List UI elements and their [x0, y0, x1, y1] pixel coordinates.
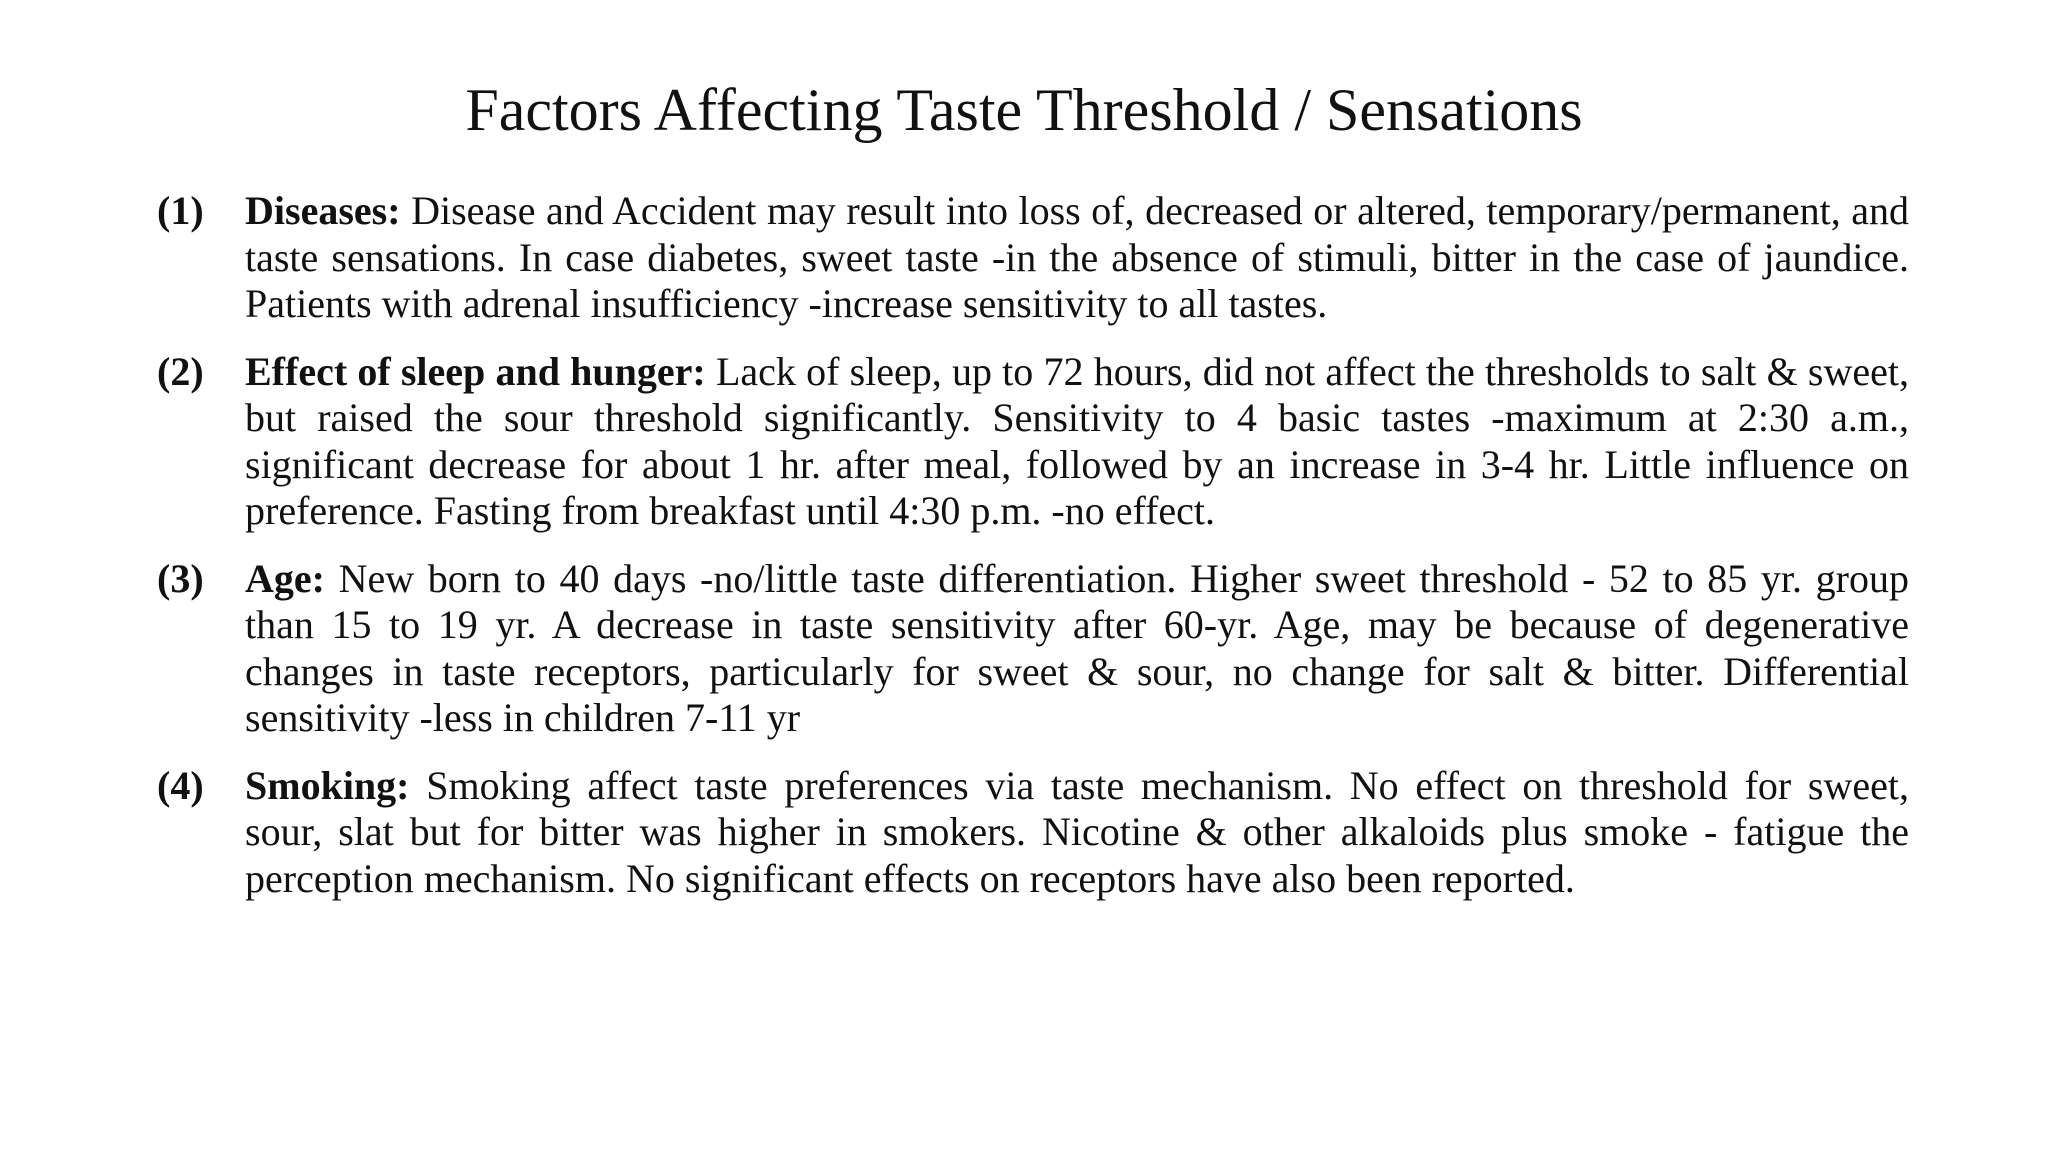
factor-body [245, 556, 1909, 742]
factor-text: Lack of sleep, up to 72 hours, did not affect the thresholds to salt & sweet, but raised the sour threshold significantly. Sensitivity to 4 basic tastes -maximum at 2:30 a.m., significant decrease for about 1 hr. after meal, followed by an increase in 3-4 hr. Little influence on preference. Fasting from breakfast until 4:30 p.m. -no effect. [245, 348, 1909, 533]
factor-heading: Smoking: [245, 762, 410, 808]
factor-number: (1) [157, 188, 204, 233]
factor-item-diseases [157, 188, 1909, 328]
factor-list [157, 188, 1909, 923]
slide-title: Factors Affecting Taste Threshold / Sensations [465, 77, 1583, 143]
factor-body [245, 763, 1909, 903]
factor-heading: Diseases: [245, 188, 401, 233]
factor-heading: Effect of sleep and hunger: [245, 348, 706, 394]
factor-heading: Age: [245, 555, 325, 601]
factor-body [245, 188, 1909, 328]
factor-text: Disease and Accident may result into loss of, decreased or altered, temporary/permanent, and taste sensations. In case diabetes, sweet taste -in the absence of stimuli, bitter in the case of jaundice. Patients with adrenal insufficiency -increase sensitivity to all tastes. [245, 188, 1910, 326]
factor-number: (2) [157, 348, 204, 394]
factor-text: New born to 40 days -no/little taste differentiation. Higher sweet threshold - 52 to 85 yr. group than 15 to 19 yr. A decrease in taste sensitivity after 60-yr. Age, may be because of degenerative changes in taste receptors, particularly for sweet & sour, no change for salt & bitter. Differential sensitivity -less in children 7-11 yr [245, 555, 1909, 740]
factor-item-smoking [157, 763, 1909, 903]
factor-body [245, 349, 1909, 535]
factor-number: (3) [157, 555, 204, 601]
factor-text: Smoking affect taste preferences via taste mechanism. No effect on threshold for sweet, sour, slat but for bitter was higher in smokers. Nicotine & other alkaloids plus smoke - fatigue the perception mechanism. No significant effects on receptors have also been reported. [245, 762, 1910, 901]
factor-number: (4) [157, 762, 204, 808]
factor-item-sleep-hunger [157, 349, 1909, 535]
factor-item-age [157, 556, 1909, 742]
